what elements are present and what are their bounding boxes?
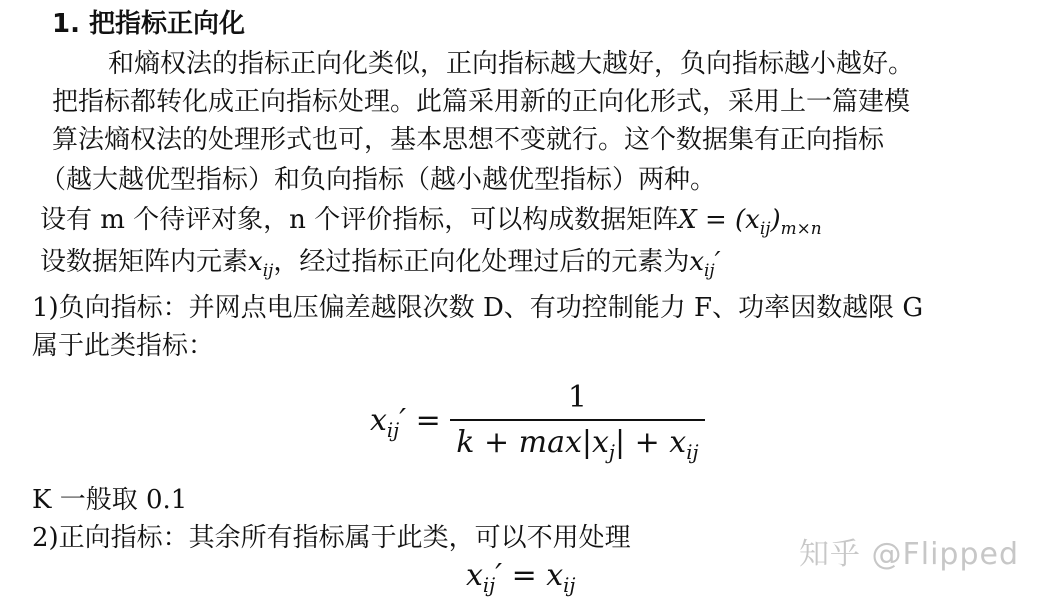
formula1-den-sub2: ij bbox=[686, 441, 699, 464]
formula2-equals: ′ = x bbox=[495, 558, 564, 593]
formula1-den-main: k + max|x bbox=[456, 425, 609, 460]
formula1-fraction bbox=[450, 380, 704, 464]
element-prime-symbol bbox=[689, 247, 721, 281]
formula1-equals: ′ = bbox=[399, 403, 441, 438]
element-prime-x: x bbox=[689, 247, 705, 277]
matrix-sub: ij bbox=[759, 218, 771, 239]
formula1-den-rest: | + x bbox=[614, 425, 687, 460]
negative-line-1: 1)负向指标：并网点电压偏差越限次数 D、有功控制能力 F、功率因数越限 G bbox=[32, 293, 924, 323]
formula1-den-sub: j bbox=[608, 441, 615, 464]
negative-line-2: 属于此类指标： bbox=[32, 331, 215, 361]
watermark: 知乎 @Flipped bbox=[798, 537, 1019, 572]
matrix-symbol: X = (x bbox=[678, 205, 760, 235]
paragraph-line-4: （越大越优型指标）和负向指标（越小越优型指标）两种。 bbox=[40, 165, 717, 195]
section-heading: 1. 把指标正向化 bbox=[52, 9, 246, 39]
element-prime-sub: ij bbox=[704, 260, 715, 281]
matrix-dim: m×n bbox=[780, 218, 822, 239]
element-symbol bbox=[248, 247, 274, 281]
paragraph-line-1: 和熵权法的指标正向化类似，正向指标越大越好，负向指标越小越好。 bbox=[108, 49, 915, 79]
setup-line-2-text2: ，经过指标正向化处理过后的元素为 bbox=[273, 247, 690, 277]
formula1-numerator: 1 bbox=[567, 380, 587, 415]
setup-line-1-text: 设有 m 个待评对象，n 个评价指标，可以构成数据矩阵 bbox=[40, 205, 679, 235]
element-sub: ij bbox=[262, 260, 274, 281]
element-x: x bbox=[248, 247, 263, 277]
formula2-lhs-sub: ij bbox=[482, 574, 496, 597]
k-note: K 一般取 0.1 bbox=[32, 485, 188, 515]
positive-formula bbox=[466, 558, 575, 597]
formula2-lhs: x bbox=[466, 558, 483, 593]
positive-line-1: 2)正向指标：其余所有指标属于此类，可以不用处理 bbox=[32, 523, 631, 553]
negative-formula bbox=[370, 380, 705, 464]
paragraph-line-2: 把指标都转化成正向指标处理。此篇采用新的正向化形式，采用上一篇建模 bbox=[52, 87, 911, 117]
formula1-lhs: x bbox=[370, 403, 387, 438]
prime-mark: ′ bbox=[714, 247, 721, 277]
formula2-rhs-sub: ij bbox=[563, 574, 576, 597]
formula1-lhs-sub: ij bbox=[386, 419, 400, 442]
setup-line-1 bbox=[40, 204, 822, 244]
setup-line-2 bbox=[40, 246, 721, 286]
formula1-denominator bbox=[450, 419, 704, 464]
paragraph-line-3: 算法熵权法的处理形式也可，基本思想不变就行。这个数据集有正向指标 bbox=[52, 125, 885, 155]
matrix-formula bbox=[678, 205, 822, 239]
setup-line-2-text: 设数据矩阵内元素 bbox=[40, 247, 249, 277]
matrix-close: ) bbox=[770, 205, 781, 235]
